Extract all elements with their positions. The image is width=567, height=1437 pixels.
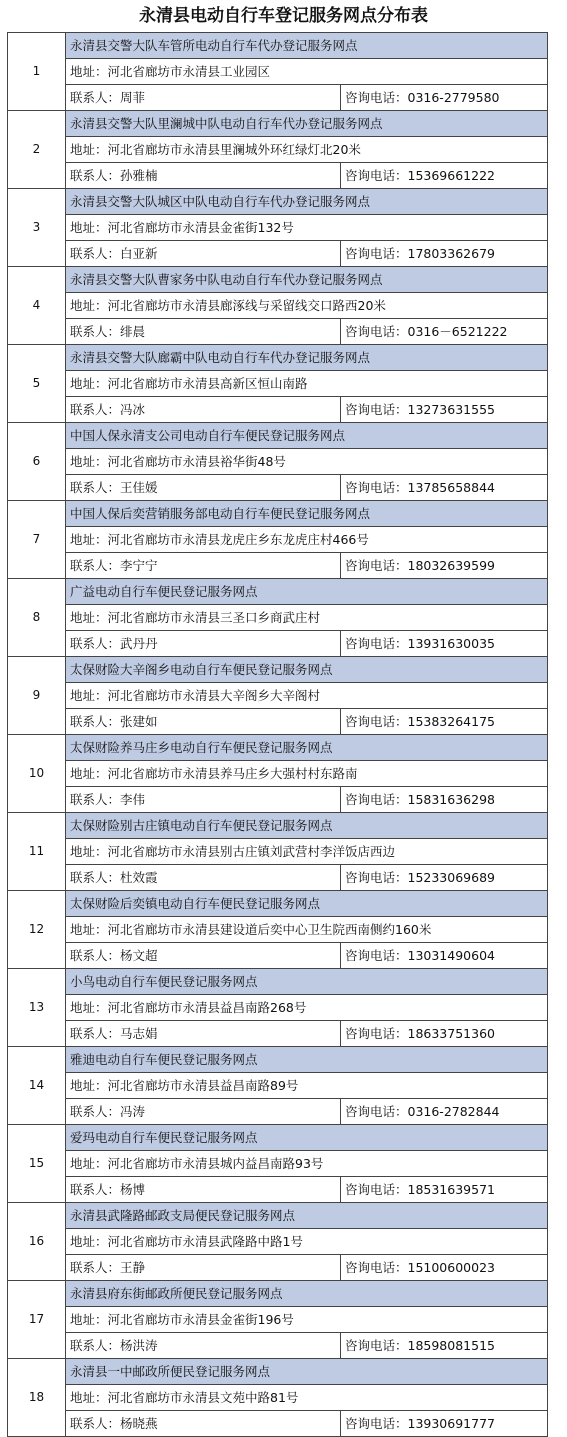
table-row <box>8 371 548 397</box>
phone-cell: 咨询电话：15831636298 <box>341 787 548 813</box>
table-row <box>8 1203 548 1229</box>
row-number: 18 <box>8 1359 66 1437</box>
table-row <box>8 59 548 85</box>
table-row <box>8 189 548 215</box>
row-number: 4 <box>8 267 66 345</box>
table-row <box>8 761 548 787</box>
service-point-name: 永清县交警大队曹家务中队电动自行车代办登记服务网点 <box>66 267 548 293</box>
table-row <box>8 579 548 605</box>
contact-cell: 联系人：王静 <box>66 1255 341 1281</box>
service-point-name: 永清县一中邮政所便民登记服务网点 <box>66 1359 548 1385</box>
table-row <box>8 1177 548 1203</box>
phone-cell: 咨询电话：18032639599 <box>341 553 548 579</box>
table-row <box>8 605 548 631</box>
contact-cell: 联系人：王佳媛 <box>66 475 341 501</box>
table-row <box>8 423 548 449</box>
table-row <box>8 1073 548 1099</box>
address-cell: 地址：河北省廊坊市永清县三圣口乡商武庄村 <box>66 605 548 631</box>
table-row <box>8 475 548 501</box>
service-point-name: 永清县武隆路邮政支局便民登记服务网点 <box>66 1203 548 1229</box>
table-row <box>8 995 548 1021</box>
address-cell: 地址：河北省廊坊市永清县武隆路中路1号 <box>66 1229 548 1255</box>
table-row <box>8 397 548 423</box>
phone-cell: 咨询电话：13930691777 <box>341 1411 548 1437</box>
table-row <box>8 943 548 969</box>
row-number: 14 <box>8 1047 66 1125</box>
phone-cell: 咨询电话：13785658844 <box>341 475 548 501</box>
address-cell: 地址：河北省廊坊市永清县高新区恒山南路 <box>66 371 548 397</box>
table-row <box>8 1281 548 1307</box>
table-row <box>8 1125 548 1151</box>
row-number: 11 <box>8 813 66 891</box>
row-number: 8 <box>8 579 66 657</box>
row-number: 7 <box>8 501 66 579</box>
table-row <box>8 787 548 813</box>
table-row <box>8 683 548 709</box>
phone-cell: 咨询电话：18531639571 <box>341 1177 548 1203</box>
table-row <box>8 345 548 371</box>
service-point-name: 永清县交警大队廊霸中队电动自行车代办登记服务网点 <box>66 345 548 371</box>
service-point-name: 雅迪电动自行车便民登记服务网点 <box>66 1047 548 1073</box>
service-point-name: 太保财险后奕镇电动自行车便民登记服务网点 <box>66 891 548 917</box>
address-cell: 地址：河北省廊坊市永清县大辛阁乡大辛阁村 <box>66 683 548 709</box>
phone-cell: 咨询电话：15383264175 <box>341 709 548 735</box>
contact-cell: 联系人：绯晨 <box>66 319 341 345</box>
phone-cell: 咨询电话：0316-2782844 <box>341 1099 548 1125</box>
table-row <box>8 813 548 839</box>
row-number: 17 <box>8 1281 66 1359</box>
table-row <box>8 267 548 293</box>
table-row <box>8 163 548 189</box>
contact-cell: 联系人：杜效霞 <box>66 865 341 891</box>
contact-cell: 联系人：杨博 <box>66 1177 341 1203</box>
service-point-name: 太保财险养马庄乡电动自行车便民登记服务网点 <box>66 735 548 761</box>
address-cell: 地址：河北省廊坊市永清县文苑中路81号 <box>66 1385 548 1411</box>
service-point-name: 中国人保永清支公司电动自行车便民登记服务网点 <box>66 423 548 449</box>
contact-cell: 联系人：杨洪涛 <box>66 1333 341 1359</box>
table-row <box>8 1151 548 1177</box>
table-row <box>8 501 548 527</box>
address-cell: 地址：河北省廊坊市永清县金雀街196号 <box>66 1307 548 1333</box>
service-point-name: 永清县交警大队城区中队电动自行车代办登记服务网点 <box>66 189 548 215</box>
table-row <box>8 85 548 111</box>
table-row <box>8 241 548 267</box>
table-row <box>8 111 548 137</box>
phone-cell: 咨询电话：0316－6521222 <box>341 319 548 345</box>
table-row <box>8 1021 548 1047</box>
phone-cell: 咨询电话：13031490604 <box>341 943 548 969</box>
table-row <box>8 1411 548 1437</box>
address-cell: 地址：河北省廊坊市永清县城内益昌南路93号 <box>66 1151 548 1177</box>
phone-cell: 咨询电话：17803362679 <box>341 241 548 267</box>
table-row <box>8 449 548 475</box>
service-point-name: 永清县府东街邮政所便民登记服务网点 <box>66 1281 548 1307</box>
address-cell: 地址：河北省廊坊市永清县养马庄乡大强村村东路南 <box>66 761 548 787</box>
contact-cell: 联系人：马志娟 <box>66 1021 341 1047</box>
table-row <box>8 1099 548 1125</box>
address-cell: 地址：河北省廊坊市永清县别古庄镇刘武营村李洋饭店西边 <box>66 839 548 865</box>
table-row <box>8 293 548 319</box>
table-row <box>8 215 548 241</box>
phone-cell: 咨询电话：18633751360 <box>341 1021 548 1047</box>
service-point-name: 太保财险别古庄镇电动自行车便民登记服务网点 <box>66 813 548 839</box>
row-number: 3 <box>8 189 66 267</box>
table-row <box>8 1359 548 1385</box>
phone-cell: 咨询电话：13931630035 <box>341 631 548 657</box>
address-cell: 地址：河北省廊坊市永清县龙虎庄乡东龙虎庄村466号 <box>66 527 548 553</box>
service-point-name: 爱玛电动自行车便民登记服务网点 <box>66 1125 548 1151</box>
row-number: 15 <box>8 1125 66 1203</box>
row-number: 1 <box>8 33 66 111</box>
table-row <box>8 969 548 995</box>
contact-cell: 联系人：孙雅楠 <box>66 163 341 189</box>
contact-cell: 联系人：武丹丹 <box>66 631 341 657</box>
address-cell: 地址：河北省廊坊市永清县廊涿线与采留线交口路西20米 <box>66 293 548 319</box>
table-row <box>8 1333 548 1359</box>
table-row <box>8 1229 548 1255</box>
contact-cell: 联系人：李伟 <box>66 787 341 813</box>
table-row <box>8 917 548 943</box>
table-row <box>8 839 548 865</box>
table-row <box>8 527 548 553</box>
contact-cell: 联系人：白亚新 <box>66 241 341 267</box>
row-number: 13 <box>8 969 66 1047</box>
contact-cell: 联系人：周菲 <box>66 85 341 111</box>
table-row <box>8 1255 548 1281</box>
table-row <box>8 1385 548 1411</box>
table-row <box>8 1047 548 1073</box>
phone-cell: 咨询电话：15100600023 <box>341 1255 548 1281</box>
row-number: 2 <box>8 111 66 189</box>
row-number: 5 <box>8 345 66 423</box>
phone-cell: 咨询电话：15369661222 <box>341 163 548 189</box>
table-row <box>8 553 548 579</box>
phone-cell: 咨询电话：15233069689 <box>341 865 548 891</box>
row-number: 9 <box>8 657 66 735</box>
contact-cell: 联系人：冯涛 <box>66 1099 341 1125</box>
address-cell: 地址：河北省廊坊市永清县工业园区 <box>66 59 548 85</box>
table-row <box>8 657 548 683</box>
table-row <box>8 319 548 345</box>
table-row <box>8 137 548 163</box>
address-cell: 地址：河北省廊坊市永清县建设道后奕中心卫生院西南侧约160米 <box>66 917 548 943</box>
contact-cell: 联系人：李宁宁 <box>66 553 341 579</box>
page-title: 永清县电动自行车登记服务网点分布表 <box>139 6 428 26</box>
address-cell: 地址：河北省廊坊市永清县益昌南路89号 <box>66 1073 548 1099</box>
table-row <box>8 709 548 735</box>
phone-cell: 咨询电话：0316-2779580 <box>341 85 548 111</box>
service-point-name: 小鸟电动自行车便民登记服务网点 <box>66 969 548 995</box>
address-cell: 地址：河北省廊坊市永清县益昌南路268号 <box>66 995 548 1021</box>
row-number: 16 <box>8 1203 66 1281</box>
service-point-name: 永清县交警大队里澜城中队电动自行车代办登记服务网点 <box>66 111 548 137</box>
service-point-name: 广益电动自行车便民登记服务网点 <box>66 579 548 605</box>
phone-cell: 咨询电话：18598081515 <box>341 1333 548 1359</box>
table-row <box>8 891 548 917</box>
phone-cell: 咨询电话：13273631555 <box>341 397 548 423</box>
contact-cell: 联系人：冯冰 <box>66 397 341 423</box>
table-row <box>8 33 548 59</box>
row-number: 10 <box>8 735 66 813</box>
table-row <box>8 735 548 761</box>
service-point-name: 中国人保后奕营销服务部电动自行车便民登记服务网点 <box>66 501 548 527</box>
row-number: 12 <box>8 891 66 969</box>
table-row <box>8 1307 548 1333</box>
service-points-table <box>7 32 548 1437</box>
row-number: 6 <box>8 423 66 501</box>
table-row <box>8 631 548 657</box>
contact-cell: 联系人：杨晓燕 <box>66 1411 341 1437</box>
address-cell: 地址：河北省廊坊市永清县里澜城外环红绿灯北20米 <box>66 137 548 163</box>
service-point-name: 永清县交警大队车管所电动自行车代办登记服务网点 <box>66 33 548 59</box>
contact-cell: 联系人：杨文超 <box>66 943 341 969</box>
contact-cell: 联系人：张建如 <box>66 709 341 735</box>
service-point-name: 太保财险大辛阁乡电动自行车便民登记服务网点 <box>66 657 548 683</box>
table-row <box>8 865 548 891</box>
address-cell: 地址：河北省廊坊市永清县裕华街48号 <box>66 449 548 475</box>
address-cell: 地址：河北省廊坊市永清县金雀街132号 <box>66 215 548 241</box>
